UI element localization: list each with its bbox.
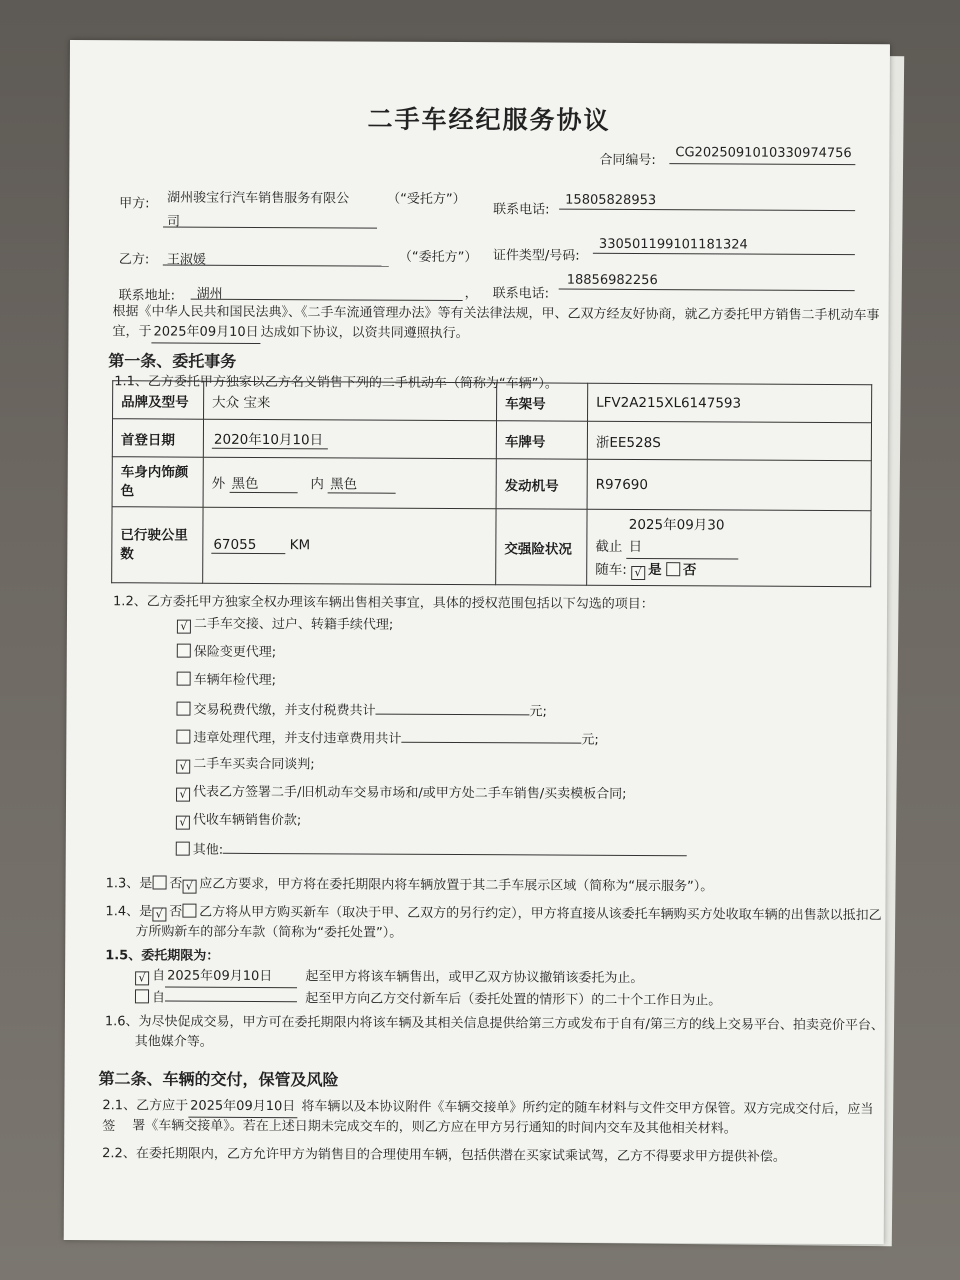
party-b-addr: 湖州 [196,286,223,302]
reg-date-label: 首登日期 [112,419,203,457]
party-a-name-cont: 司 [167,214,181,230]
auth-item: 保险变更代理; [177,643,276,664]
clause-1-1: 1.1、乙方委托甲方独家以乙方名义销售下列的二手机动车（简称为“车辆”）。 [114,374,558,392]
intro-date: 2025年09月10日 [151,322,260,344]
term-option-2-checkbox[interactable] [135,989,149,1003]
auth-item-checkbox[interactable]: √ [177,620,191,634]
term-option-2: 自 起至甲方向乙方交付新车后（委托处置的情形下）的二十个工作日为止。 [135,986,721,1011]
tax-amount-blank[interactable] [375,700,529,716]
mileage-unit: KM [289,537,311,554]
mileage-value: 67055 [211,537,285,554]
auth-item: 交易税费代缴，并支付税费共计 元; [176,699,547,723]
clause-2-1: 2.1、乙方应于 2025年09月10日 将车辆以及本协议附件《车辆交接单》所约定的随车材料与文件交甲方保管。双方完成交付后，应当签 [102,1098,874,1135]
party-a-phone: 15805828953 [565,192,657,209]
party-b-role: （“委托方”） [398,249,478,266]
auth-item-checkbox[interactable]: √ [176,816,190,830]
auth-item: 车辆年检代理; [177,671,276,692]
contract-page: 二手车经纪服务协议 合同编号: CG2025091010330974756 甲方: 湖州骏宝行汽车销售服务有限公 司 （“受托方”） 联系电话: 15805828953 乙方: 王淑媛 （“委托方”） 证件类型/号码: 330501199101181324 联系地址: 湖州 ， 联系电话: 18856982256 根据《中华人民共和国民法典》、《二手车流通管理办法》等有关法律法规，甲、乙双方经友好协商，就乙方委托甲方销售二手机动车事 宜，于 2025年09月10日 达成如下协议，以资共同遵照执行。 第一条、委托事务 1.1、乙方委托甲方独家以乙方名义销售下列的二手机动车（简称为“车辆”）。 品牌及型号 大众 宝来 车架号 LFV2A215XL6147593 首登日期 2020年10月10日 车牌号 浙EE528S 车身内饰颜色 外 黑色 内 黑色 发动机号 R97690 已行驶公里数 67055 KM 交强险状况 截止 2025年09月30日 随车: √ 是 否 1.2、乙方委托甲方独家全权办理该车辆出售相关事宜，具体的授权范围包括以下勾选的项目： √ 二手车交接、过户、转籍手续代理; 保险变更代理; 车辆年检代理; 交易税费代缴，并支付税费共计 元; 违章处理代理，并支付违章费用共计 元; √ 二手车买卖合同谈判; √ 代表乙方签署二手/旧机动车交易市场和/或甲方处二手车销售/买卖模板合同; √ 代收车辆销售价款; 其他: 1.3、是 否 √ 应乙方要求，甲方将在委托期限内将车辆放置于其二手车展示区域（简称为“展示服务”）。 1.4、是 √ 否 乙方将从甲方购买新车（取决于甲、乙双方的另行约定），甲方将直接从该委托车辆购买方处收取车辆的出售款以抵扣乙 方所购新车的部分车款（简称为“委托处置”）。 1.5、委托期限为： √ 自 2025年09月10日 起至甲方将该车辆售出，或甲乙双方协议撤销该委托为止。 自 起至甲方向乙方交付新车后（委托处置的情形下）的二十个工作日为止。 1.6、为尽快促成交易，甲方可在委托期限内将该车辆及其相关信息提供给第三方或发布于自有/第三方的线上交易平台、拍卖竞价平台、 其他媒介等。 第二条、车辆的交付，保管及风险 2.1、乙方应于 2025年09月10日 将车辆以及本协议附件《车辆交接单》所约定的随车材料与文件交甲方保管。双方完成交付后，应当签 署《车辆交接单》。若在上述日期未完成交车的，则乙方应在甲方另行通知的时间内交车及其他相关材料。 2.2、在委托期限内，乙方允许甲方为销售目的合理使用车辆，包括供潜在买家试乘试驾，乙方不得要求甲方提供补偿。 [64,40,890,1244]
party-b-addr-label: 联系地址: [118,288,176,304]
party-b-phone: 18856982256 [566,272,658,289]
mileage-label: 已行驶公里数 [112,507,203,583]
interior-color: 黑色 [328,472,396,493]
insurance-no-checkbox[interactable] [666,562,680,576]
term-start-date: 2025年09月10日 [165,967,297,989]
clause-2-2: 2.2、在委托期限内，乙方允许甲方为销售目的合理使用车辆，包括供潜在买家试乘试驾，乙方不得要求甲方提供补偿。 [102,1146,786,1165]
party-b-phone-underline [559,289,855,292]
party-b-addr-underline [191,299,463,301]
clause-1-5-heading: 1.5、委托期限为： [105,948,220,964]
exterior-color: 黑色 [229,472,297,493]
article-1-heading: 第一条、委托事务 [108,351,237,371]
auth-item-checkbox[interactable]: √ [176,788,190,802]
party-b-id-underline [593,253,855,255]
clause-1-6: 1.6、为尽快促成交易，甲方可在委托期限内将该车辆及其相关信息提供给第三方或发布于自有/第三方的线上交易平台、拍卖竞价平台、 [104,1014,884,1034]
party-b-id-label: 证件类型/号码: [492,248,580,264]
insurance-label: 交强险状况 [496,509,587,585]
clause-1-3-no-checkbox[interactable]: √ [182,880,196,894]
party-b-id-no: 330501199101181324 [598,236,748,253]
auth-item: √ 二手车交接、过户、转籍手续代理; [177,615,393,636]
party-a-phone-underline [559,209,855,212]
plate-label: 车牌号 [496,421,587,459]
intro-line-2: 宜，于 2025年09月10日 达成如下协议，以资共同遵照执行。 [112,322,468,345]
auth-item-checkbox[interactable] [176,730,190,744]
reg-date-value: 2020年10月10日 [212,428,328,450]
auth-item: √ 代表乙方签署二手/旧机动车交易市场和/或甲方处二手车销售/买卖模板合同; [176,783,627,805]
vin-label: 车架号 [497,383,588,421]
clause-1-4-yes-checkbox[interactable]: √ [152,907,166,921]
clause-1-2: 1.2、乙方委托甲方独家全权办理该车辆出售相关事宜，具体的授权范围包括以下勾选的项目： [113,594,654,613]
party-a-label: 甲方: [119,196,150,212]
intro-line-1: 根据《中华人民共和国民法典》、《二手车流通管理办法》等有关法律法规，甲、乙双方经友好协商，就乙方委托甲方销售二手机动车事 [112,304,880,324]
clause-1-4-no-checkbox[interactable] [182,904,196,918]
party-a-name: 湖州骏宝行汽车销售服务有限公 [167,190,350,207]
clause-1-4: 1.4、是 √ 否 乙方将从甲方购买新车（取决于甲、乙双方的另行约定），甲方将直接从该委托车辆购买方处收取车辆的出售款以抵扣乙 [105,904,882,924]
plate-value: 浙EE528S [587,421,871,460]
article-2-heading: 第二条、车辆的交付，保管及风险 [98,1069,339,1090]
contract-no-label: 合同编号: [599,152,656,169]
party-b-phone-label: 联系电话: [492,286,550,302]
auth-item-checkbox[interactable] [177,644,191,658]
auth-item: 违章处理代理，并支付违章费用共计 元; [176,727,599,751]
vehicle-info-table: 品牌及型号 大众 宝来 车架号 LFV2A215XL6147593 首登日期 2020年10月10日 车牌号 浙EE528S 车身内饰颜色 外 黑色 内 黑色 发动机号 R97690 已行驶公里数 67055 KM 交强险状况 截止 2025年09月30日 随车: √ 是 否 [111,380,872,587]
auth-item: √ 代收车辆销售价款; [176,811,301,832]
party-b-label: 乙方: [118,252,150,268]
page-title: 二手车经纪服务协议 [367,104,611,135]
insurance-yes-checkbox[interactable]: √ [631,566,645,580]
auth-item-checkbox[interactable]: √ [176,760,190,774]
auth-item-checkbox[interactable] [177,672,191,686]
term-option-1-checkbox[interactable]: √ [135,971,149,985]
term-option-1: √ 自 2025年09月10日 起至甲方将该车辆售出，或甲乙双方协议撤销该委托为止。 [135,966,643,990]
party-a-underline [163,226,377,228]
engine-value: R97690 [587,459,871,510]
clause-1-4-cont: 方所购新车的部分车款（简称为“委托处置”）。 [135,924,403,941]
clause-1-3: 1.3、是 否 √ 应乙方要求，甲方将在委托期限内将车辆放置于其二手车展示区域（简称为“展示服务”）。 [105,876,714,895]
clause-1-3-yes-checkbox[interactable] [152,875,166,889]
clause-1-6-cont: 其他媒介等。 [134,1034,213,1050]
color-label: 车身内饰颜色 [112,457,203,507]
vin-value: LFV2A215XL6147593 [588,383,872,422]
auth-item-checkbox[interactable] [176,842,190,856]
brand-label: 品牌及型号 [113,381,204,419]
party-a-role: （“受托方”） [387,191,466,208]
contract-no-value: CG2025091010330974756 [675,145,852,162]
violation-amount-blank[interactable] [401,728,581,744]
auth-item-checkbox[interactable] [176,702,190,716]
brand-value: 大众 宝来 [204,381,497,421]
contract-no-underline [669,163,855,165]
auth-item: 其他: [176,839,687,864]
auth-item: √ 二手车买卖合同谈判; [176,755,314,776]
party-b-name: 王淑媛 [166,252,206,268]
insurance-until: 2025年09月30日 [627,514,739,560]
other-blank[interactable] [223,839,687,856]
clause-2-1-cont: 署《车辆交接单》。若在上述日期未完成交车的，则乙方应在甲方另行通知的时间内交车及其他相关材料。 [132,1118,737,1137]
term-start-date-blank[interactable] [165,987,297,1003]
party-a-phone-label: 联系电话: [493,202,550,218]
delivery-date: 2025年09月10日 [188,1097,297,1119]
engine-label: 发动机号 [496,459,587,509]
